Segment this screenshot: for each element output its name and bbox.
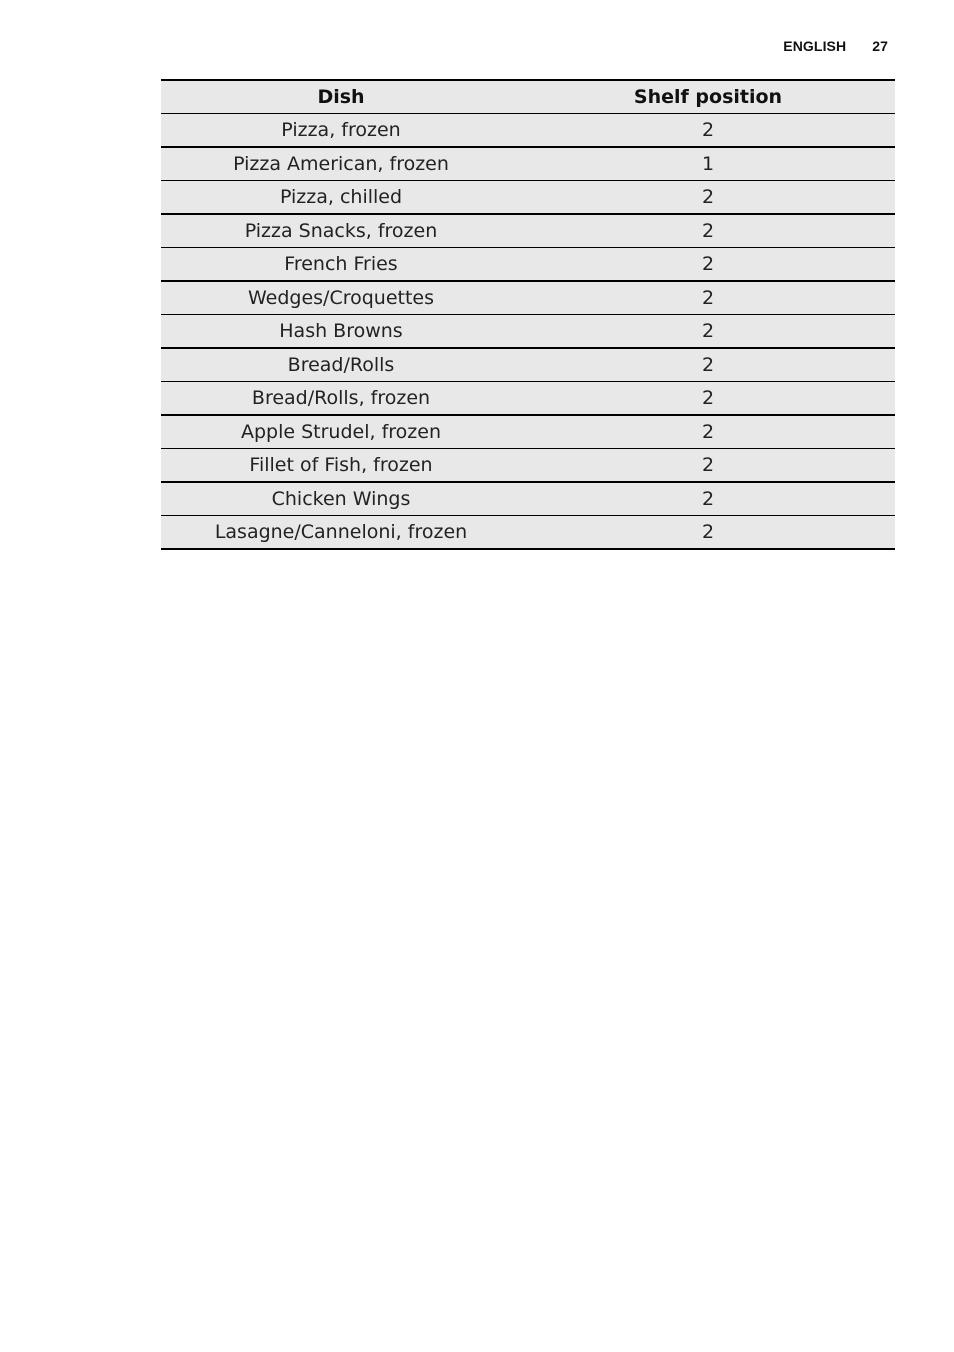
dish-cell: Apple Strudel, frozen [161,415,521,449]
dish-cell: Hash Browns [161,315,521,349]
dish-cell: Bread/Rolls, frozen [161,382,521,416]
dish-cell: Pizza, frozen [161,114,521,148]
column-header-dish: Dish [161,80,521,114]
shelf-position-table-container [161,79,895,550]
dish-cell: Fillet of Fish, frozen [161,449,521,483]
dish-cell: Pizza Snacks, frozen [161,214,521,248]
dish-cell: Pizza, chilled [161,181,521,215]
shelf-cell: 2 [521,415,895,449]
shelf-cell: 2 [521,248,895,282]
shelf-cell: 2 [521,114,895,148]
dish-cell: Wedges/Croquettes [161,281,521,315]
language-label: ENGLISH [783,38,847,54]
table-body [161,114,895,550]
shelf-cell: 2 [521,315,895,349]
dish-cell: Chicken Wings [161,482,521,516]
shelf-cell: 1 [521,147,895,181]
shelf-cell: 2 [521,516,895,550]
table-row [161,315,895,349]
table-row [161,415,895,449]
table-row [161,181,895,215]
shelf-cell: 2 [521,281,895,315]
table-row [161,482,895,516]
table-row [161,516,895,550]
table-row [161,114,895,148]
table-row [161,281,895,315]
table-row [161,348,895,382]
shelf-cell: 2 [521,214,895,248]
shelf-cell: 2 [521,449,895,483]
table-row [161,214,895,248]
shelf-position-table [161,79,895,550]
page-number: 27 [872,38,888,54]
shelf-cell: 2 [521,181,895,215]
table-row [161,449,895,483]
column-header-shelf-position: Shelf position [521,80,895,114]
table-row [161,147,895,181]
table-row [161,248,895,282]
page-header [783,38,888,54]
dish-cell: Bread/Rolls [161,348,521,382]
shelf-cell: 2 [521,348,895,382]
shelf-cell: 2 [521,382,895,416]
table-header [161,80,895,114]
table-header-row [161,80,895,114]
dish-cell: Pizza American, frozen [161,147,521,181]
dish-cell: Lasagne/Canneloni, frozen [161,516,521,550]
table-row [161,382,895,416]
dish-cell: French Fries [161,248,521,282]
shelf-cell: 2 [521,482,895,516]
